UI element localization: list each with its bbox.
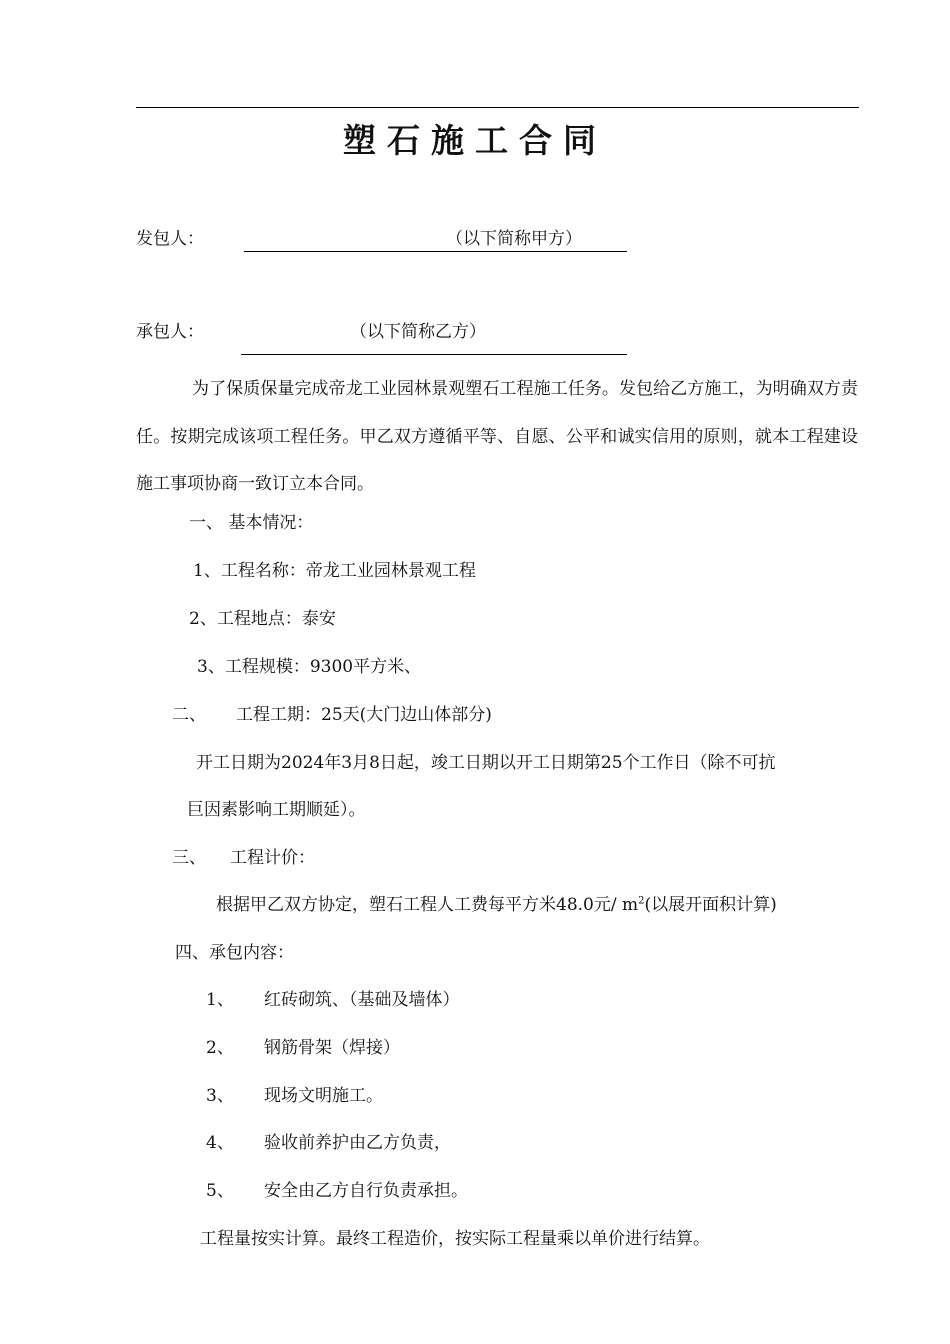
pricing-text-after: (以展开面积计算)	[644, 895, 777, 915]
section4-item-text: 安全由乙方自行负责承担。	[264, 1181, 468, 1201]
section4-item-text: 现场文明施工。	[264, 1086, 383, 1106]
party-a-label: 发包人：	[136, 229, 204, 249]
section1-item: 3、工程规模：9300平方米、	[197, 657, 422, 677]
section2-heading: 工程工期：25天(大门边山体部分)	[236, 705, 492, 725]
document-title: 塑石施工合同	[343, 121, 607, 160]
pricing-superscript: 2	[638, 895, 645, 907]
section4-item-number: 3、	[206, 1086, 234, 1106]
section4-item-text: 验收前养护由乙方负责，	[264, 1133, 451, 1153]
section2-line: 开工日期为2024年3月8日起，竣工日期以开工日期第25个工作日（除不可抗	[196, 753, 776, 773]
pricing-text: 根据甲乙双方协定，塑石工程人工费每平方米48.0元/ m	[216, 895, 639, 915]
section4-item-number: 1、	[206, 990, 234, 1010]
party-b-blank-line[interactable]	[241, 354, 627, 355]
section4-item-number: 4、	[206, 1133, 234, 1153]
section4-footer: 工程量按实计算。最终工程造价，按实际工程量乘以单价进行结算。	[200, 1229, 710, 1249]
section2-line: 巨因素影响工期顺延）。	[187, 800, 366, 820]
party-b-label: 承包人：	[136, 322, 204, 342]
section4-item-number: 5、	[206, 1181, 234, 1201]
section1-item: 1、工程名称：帝龙工业园林景观工程	[193, 561, 476, 581]
section1-item: 2、工程地点：泰安	[189, 609, 336, 629]
section4-item-number: 2、	[206, 1038, 234, 1058]
section3-pricing	[216, 893, 777, 917]
party-b-note: （以下简称乙方）	[350, 322, 486, 342]
section3-heading: 工程计价：	[230, 848, 315, 868]
section4-heading: 四、承包内容：	[175, 943, 294, 963]
section1-heading: 一、 基本情况：	[189, 513, 314, 533]
section3-number: 三、	[172, 848, 206, 868]
intro-paragraph: 为了保质保量完成帝龙工业园林景观塑石工程施工任务。发包给乙方施工，为明确双方责任。按期完成该项工程任务。甲乙双方遵循平等、自愿、公平和诚实信用的原则，就本工程建设施工事项协商一致订立本合同。	[136, 379, 858, 494]
party-a-note: （以下简称甲方）	[446, 229, 582, 249]
section4-item-text: 红砖砌筑、（基础及墙体）	[264, 990, 460, 1010]
party-a-blank-line[interactable]	[244, 251, 627, 252]
header-rule	[136, 107, 859, 108]
section2-number: 二、	[172, 705, 206, 725]
section4-item-text: 钢筋骨架（焊接）	[264, 1038, 400, 1058]
